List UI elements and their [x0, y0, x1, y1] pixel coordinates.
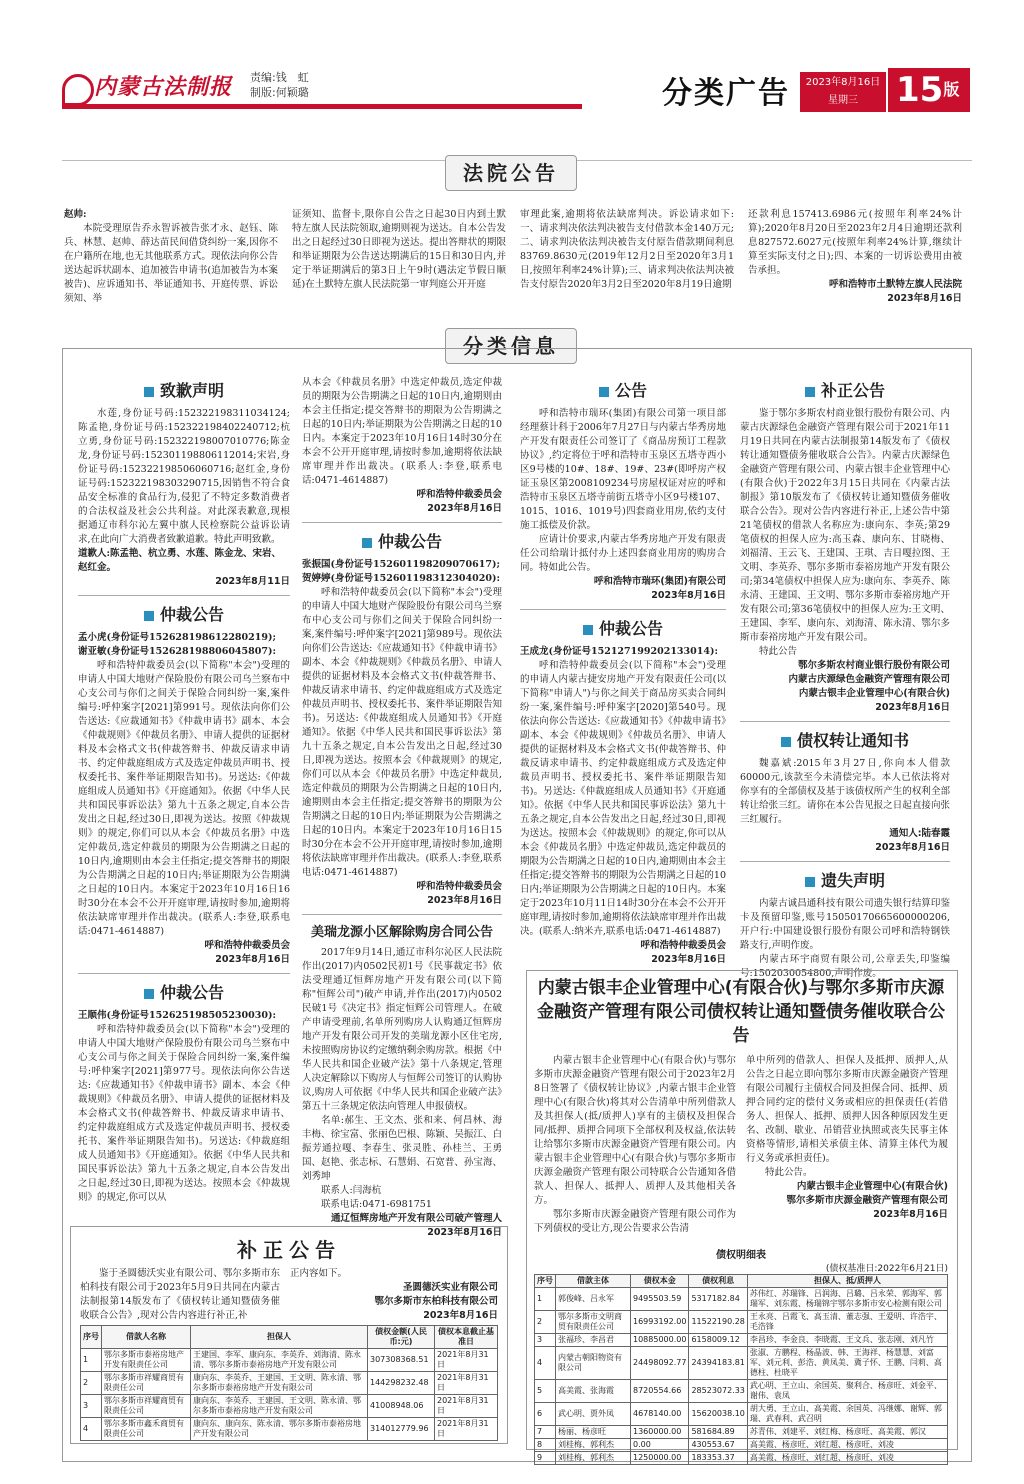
arb3-title: 仲裁公告: [302, 529, 502, 552]
supp2-right: [290, 1267, 498, 1323]
table-cell: 24498092.77: [631, 1347, 689, 1380]
divider: [78, 973, 290, 974]
cancel-org: 通辽恒辉房地产开发有限公司破产管理人: [330, 1213, 502, 1224]
table-cell: 胡大勇、王立山、高美霞、余国英、冯继娜、谢辉、郭瑞、武春利、武召明: [747, 1403, 947, 1426]
supp-body: 鉴于鄂尔多斯农村商业银行股份有限公司、内蒙古庆源绿色金融资产管理有限公司于2021年11月19日共同在内蒙古法制报第14版发布了《债权转让通知暨债务催收联合公告》。内蒙古庆源绿色金融资产管理有限公司、内蒙古银丰企业管理中心(有限合伙)于2022年3月15日共同在《内蒙古法制报》第10版发布了《债权转让通知暨债务催收联合公告》。现对公告内容进行补正,上述公告中第21笔债权的借款人名称应为:康向东、李英;第29笔债权的担保人应为:高玉森、康向东、甘晓梅、刘福清、王云飞、王建国、王琪、吉日嘎拉图、王文明、李英乔、鄂尔多斯市泰裕房地产开发有限公司;第34笔债权中担保人应为:康向东、李英乔、陈永清、王建国、王文明、鄂尔多斯市泰裕房地产开发有限公司;第36笔债权中的担保人应为:王文明、王建国、李军、康向东、刘海清、陈永清、鄂尔多斯市泰裕房地产开发有限公司。: [740, 408, 950, 643]
classified-banner: 分类信息: [445, 328, 577, 364]
table-cell: 4: [81, 1418, 102, 1441]
section-title: 分类广告: [662, 76, 790, 111]
table-cell: 11522190.28: [689, 1311, 747, 1334]
supp2-date: 2023年8月16日: [423, 1310, 498, 1321]
table-cell: 高美霞、杨彦旺、刘红超、杨彦旺、刘凌: [747, 1452, 947, 1465]
supp2-table-header: [81, 1326, 498, 1349]
table-cell: 武心明、贾外凤: [556, 1403, 631, 1426]
joint-left: [534, 1054, 736, 1236]
arb4-org: 呼和浩特仲裁委员会: [640, 940, 726, 951]
table-cell: 张福珍、李昌君: [556, 1334, 631, 1347]
arb1-party: 孟小虎(身份证号152628198612280219);: [78, 632, 276, 643]
table-cell: 鄂尔多斯市泰裕房地产开发有限责任公司: [102, 1349, 191, 1372]
arb1-date: 2023年8月16日: [215, 954, 290, 965]
court-addressee: 赵帅:: [64, 209, 87, 220]
notice-body-2: 应请计价要求,内蒙古华秀房地产开发有限责任公司给瑞计抵付办上述四套商业用房的购房合同。特如此公告。: [520, 534, 726, 573]
classified-col-1: [78, 372, 290, 1205]
table-cell: 康向东、李英乔、王建国、王文明、陈永清、鄂尔多斯市泰裕房地产开发有限公司: [191, 1372, 368, 1395]
court-col-1: [64, 208, 278, 306]
arb1-org: 呼和浩特仲裁委员会: [204, 940, 290, 951]
joint-table-title: 债权明细表: [716, 1250, 766, 1261]
court-col-3: [520, 208, 734, 292]
page-suffix: 版: [943, 80, 960, 99]
table-cell: 9495503.59: [631, 1288, 689, 1311]
page-header: [0, 0, 1024, 120]
table-header: 序号: [81, 1326, 102, 1349]
table-cell: 10885000.00: [631, 1334, 689, 1347]
page-number: 15: [896, 70, 944, 110]
table-header: 借款人名称: [102, 1326, 191, 1349]
table-cell: 16993192.00: [631, 1311, 689, 1334]
debt-date: 2023年8月16日: [875, 842, 950, 853]
table-cell: 杨丽、杨彦旺: [556, 1426, 631, 1439]
divider: [302, 522, 502, 523]
supp-org-2: 内蒙古庆源绿色金融资产管理有限公司: [788, 674, 950, 685]
table-cell: 8720554.66: [631, 1380, 689, 1403]
table-cell: 8: [535, 1439, 556, 1452]
arb4-body: 呼和浩特仲裁委员会(以下简称"本会")受理的申请人内蒙古捷安房地产开发有限责任公司(以下简称"申请人")与你之间关于商品房买卖合同纠纷一案,案件编号:呼仲案字[2020]第540号。现依法向你公告送达:《应裁通知书》《仲裁申请书》副本、本会《仲裁规则》《仲裁员名册》、申请人提供的证据材料及本会格式文书(仲裁答辩书、仲裁反请求申请书、约定仲裁庭组成方式及选定仲裁员声明书、授权委托书、案件举证期限告知书)。另送达:《仲裁庭组成人员通知书》《开庭通知》。依据《中华人民共和国民事诉讼法》第九十五条之规定,自本公告发出之日起,经过30日,即视为送达。按照本会《仲裁规则》的规定,你可以从本会《仲裁员名册》中选定仲裁员,选定仲裁员的期限为公告期满之日起的10日内,逾期则由本会主任指定;提交答辩书的期限为公告期满之日起的10日内;举证期限为公告期满之日起的10日内。本案定于2023年10月11日14时30分在本会不公开开庭审理,请按时参加,逾期将依法缺席审理并作出裁决。(联系人:纳米卉,联系电话:0471-4614887): [520, 660, 726, 937]
table-cell: 1: [81, 1349, 102, 1372]
table-row: [81, 1418, 498, 1441]
court-banner: 法院公告: [445, 155, 577, 191]
arb2-title: 仲裁公告: [78, 980, 290, 1003]
lost-title: 遗失声明: [740, 868, 950, 891]
supp-org-3: 内蒙古银丰企业管理中心(有限合伙): [798, 688, 950, 699]
supp2-body-2: 正内容如下。: [290, 1268, 348, 1279]
arb3-date: 2023年8月16日: [427, 895, 502, 906]
arb1-title: 仲裁公告: [78, 602, 290, 625]
joint-right: [746, 1054, 948, 1236]
arb1-party: 谢亚敏(身份证号152628198806045807):: [78, 646, 276, 657]
arb3-org: 呼和浩特仲裁委员会: [416, 881, 502, 892]
table-cell: 183353.37: [689, 1452, 747, 1465]
supp-title: 补正公告: [740, 378, 950, 401]
table-cell: 李昌珍、李金良、李晓霞、王文兵、张志刚、刘凡竹: [747, 1334, 947, 1347]
arb1-body: 呼和浩特仲裁委员会(以下简称"本会")受理的申请人中国大地财产保险股份有限公司乌兰察布中心支公司与你们之间关于保险合同纠纷一案,案件编号:呼仲案字[2021]第991号。现依法向你们公告送达:《应裁通知书》《仲裁申请书》副本、本会《仲裁规则》《仲裁员名册》、申请人提供的证据材料及本会格式文书(仲裁答辩书、仲裁反请求申请书、约定仲裁庭组成方式及选定仲裁员声明书、授权委托书、案件举证期限告知书)。另送达:《仲裁庭组成人员通知书》《开庭通知》。依据《中华人民共和国民事诉讼法》第九十五条之规定,自本公告发出之日起,经过30日,即视为送达。按照《仲裁规则》的规定,你们可以从本会《仲裁员名册》中选定仲裁员,选定仲裁员的期限为公告期满之日起的10日内,逾期则由本会主任指定;提交答辩书的期限为公告期满之日起的10日内;举证期限为公告期满之日起的10日内。本案定于2023年10月16日16时30分在本会不公开开庭审理,请按时参加,逾期将依法缺席审理并作出裁决。(联系人:李登,联系电话:0471-4614887): [78, 660, 290, 937]
header-rule: [62, 104, 582, 109]
notice-org: 呼和浩特市瑞环(集团)有限公司: [593, 576, 726, 587]
table-cell: 王建国、李军、康向东、李英乔、刘海清、陈永清、鄂尔多斯市泰裕房地产开发有限公司: [191, 1349, 368, 1372]
court-text-1: 本院受理原告乔永智诉被告张才永、赵钰、陈兵、林慧、赵帅、薛达苗民间借贷纠纷一案,因你不在户籍所在地,也无其他联系方式。现依法向你公告送达起诉状副本、追加被告申请书(追加被告为本案被告)、应诉通知书、举证通知书、开庭传票、诉讼须知、举: [64, 223, 278, 304]
editor-credits: [250, 70, 309, 100]
producer-name: 制版:何颖璐: [250, 86, 309, 99]
supp2-org-1: 圣圆德沃实业有限公司: [402, 1282, 498, 1293]
joint-body-2: 鄂尔多斯市庆源金融资产管理有限公司作为下列债权的受让方,现公告要求公告清: [534, 1209, 736, 1234]
table-cell: 武心明、王立山、余国英、聚利合、杨彦旺、刘金平、谢伟、袁凤: [747, 1380, 947, 1403]
debt-body: 魏嘉斌:2015年3月27日,你向本人借款60000元,该款至今未清偿完毕。本人已依法将对你享有的全部债权及基于该债权所产生的权利全部转让给张三红。请你在本公告见报之日起直接向张三红履行。: [740, 758, 950, 825]
cancel-title: 美瑞龙源小区解除购房合同公告: [310, 925, 493, 940]
table-header: 担保人、抵/质押人: [747, 1275, 947, 1288]
square-icon: [144, 989, 154, 999]
supp-date: 2023年8月16日: [875, 702, 950, 713]
table-cell: 2: [535, 1311, 556, 1334]
cancel-body: 2017年9月14日,通辽市科尔沁区人民法院作出(2017)内0502民初1号《民事裁定书》依法受理通辽恒辉房地产开发有限公司(以下简称"恒辉公司")破产申请,并作出(2017)内0502民破1号《决定书》指定恒辉公司管理人。在破产申请受理前,名单所列购房人认购通辽恒辉房地产开发有限公司开发的美瑞龙源小区住宅房,未按照购房协议约定缴纳剩余购房款。根据《中华人民共和国企业破产法》第十八条规定,管理人决定解除以下购房人与恒辉公司签订的认购协议,购房人可依据《中华人民共和国企业破产法》第五十三条规定依法向管理人申报债权。: [302, 947, 502, 1112]
lost-body-2: 内蒙古环宇商贸有限公司,公章丢失,印鉴编号:1502030054800,声明作废。: [740, 954, 950, 979]
classified-col-4: [740, 372, 950, 981]
arb2-cont: 从本会《仲裁员名册》中选定仲裁员,选定仲裁员的期限为公告期满之日起的10日内,逾期则由本会主任指定;提交答辩书的期限为公告期满之日起的10日内;举证期限为公告期满之日起的10日内。本案定于2023年10月16日14时30分在本会不公开开庭审理,请按时参加,逾期将依法缺席审理并作出裁决。(联系人:李登,联系电话:0471-4614887): [302, 377, 502, 486]
table-cell: 3: [535, 1334, 556, 1347]
square-icon: [144, 611, 154, 621]
square-icon: [781, 737, 791, 747]
table-cell: 2021年8月31日: [435, 1418, 498, 1441]
joint-note: 特此公告。: [765, 1167, 813, 1178]
apology-body: 水莲,身份证号码:152322198311034124;陈孟艳,身份证号码:152322198402240712;杭立勇,身份证号码:152322198007010776;陈金龙,身份证号码:152301198806112014;宋岩,身份证号码:152322198506060716;赵红金,身份证号码:152322198303290715,因销售不符合食品安全标准的食品行为,侵犯了不特定多数消费者的合法权益及社会公共利益。对此深表歉意,现根据通辽市科尔沁左翼中旗人民检察院公益诉讼请求,在此向广大消费者致歉道歉。特此声明致歉。: [78, 408, 290, 545]
issue-date: 2023年8月16日: [805, 77, 881, 88]
table-cell: 7: [535, 1426, 556, 1439]
table-cell: 2021年8月31日: [435, 1372, 498, 1395]
table-cell: 2021年8月31日: [435, 1349, 498, 1372]
table-cell: 307308368.51: [368, 1349, 435, 1372]
table-cell: 1360000.00: [631, 1426, 689, 1439]
table-cell: 内蒙古朝阳物资有限公司: [556, 1347, 631, 1380]
table-header: 借款主体: [556, 1275, 631, 1288]
table-row: [535, 1347, 948, 1380]
table-cell: 苏青伟、刘建平、刘红梅、杨彦旺、高美霞、郭汉: [747, 1426, 947, 1439]
table-cell: 15620038.10: [689, 1403, 747, 1426]
cancel-names: 名单:郝生、王文杰、张和来、何昌林、海丰梅、徐宝富、张丽色巴根、陈颖、吴振江、白振芳通拉嘎、李春生、张灵胜、孙桂兰、王勇国、赵艳、张志标、石慧娟、石宽普、孙宝海、刘秀坤: [302, 1115, 502, 1182]
joint-table: [534, 1274, 948, 1465]
arb2-org: 呼和浩特仲裁委员会: [416, 489, 502, 500]
joint-text-row: [534, 1054, 948, 1236]
court-col-2: [292, 208, 506, 292]
joint-title: 内蒙古银丰企业管理中心(有限合伙)与鄂尔多斯市庆源金融资产管理有限公司债权转让通知暨债务催收联合公告: [537, 978, 945, 1046]
square-icon: [144, 387, 154, 397]
supp2-table: [80, 1325, 498, 1441]
court-text-4: 还款利息157413.6986元(按照年利率24%计算);2020年8月20日至2023年2月4日逾期还款利息827572.6027元(按照年利率24%计算,继续计算至实际支付之日);四、本案的一切诉讼费用由被告承担。: [748, 209, 962, 276]
table-cell: 康向东、李英乔、王建国、王文明、陈永清、鄂尔多斯市泰裕房地产开发有限公司: [191, 1395, 368, 1418]
joint-notice: [534, 976, 948, 1465]
table-cell: 4678140.00: [631, 1403, 689, 1426]
apology-date: 2023年8月11日: [215, 576, 290, 587]
date-box: [800, 72, 886, 112]
table-row: [535, 1311, 948, 1334]
table-row: [81, 1372, 498, 1395]
cancel-contact: 联系人:闫海杭: [321, 1185, 382, 1196]
table-cell: 康向东、康向东、陈永清、鄂尔多斯市泰裕房地产开发有限公司: [191, 1418, 368, 1441]
square-icon: [583, 625, 593, 635]
notice-title: 公告: [520, 378, 726, 401]
table-header: 序号: [535, 1275, 556, 1288]
table-row: [535, 1426, 948, 1439]
table-row: [535, 1439, 948, 1452]
debt-title: 债权转让通知书: [740, 728, 950, 751]
page-number-box: [888, 68, 970, 112]
classified-col-3: [520, 372, 726, 967]
joint-date: 2023年8月16日: [873, 1209, 948, 1220]
divider: [740, 861, 950, 862]
table-cell: 144298232.48: [368, 1372, 435, 1395]
court-text-3: 审理此案,逾期将依法缺席判决。诉讼请求如下:一、请求判决依法判决被告支付借款本金140万元;二、请求判决依法判决被告支付原告借款期间利息83769.8630元(2019年12月2日至2020年3月1日,按照年利率24%计算);三、请求判决依法判决被告支付原告2020年3月2日至2020年8月19日逾期: [520, 209, 734, 290]
table-cell: 581684.89: [689, 1426, 747, 1439]
table-cell: 2: [81, 1372, 102, 1395]
table-cell: 28523072.33: [689, 1380, 747, 1403]
newspaper-logo: 内蒙古法制报: [94, 74, 233, 100]
logo-icon: [62, 74, 94, 106]
table-cell: 高美霞、张海霞: [556, 1380, 631, 1403]
court-col-4: [748, 208, 962, 306]
supp2-notice: [80, 1234, 498, 1441]
supp2-title: 补正公告: [237, 1238, 341, 1262]
lost-body-1: 内蒙古诚昌通科技有限公司遗失银行结算印鉴卡及预留印鉴,账号15050170665600000206,开户行:中国建设银行股份有限公司呼和浩特钢铁路支行,声明作废。: [740, 898, 950, 951]
joint-table-base: (债权基准日:2022年6月21日): [825, 1264, 948, 1274]
table-cell: 4: [535, 1347, 556, 1380]
supp2-body: 鉴于圣圆德沃实业有限公司、鄂尔多斯市东柏科技有限公司于2023年5月9日共同在内蒙古法制报第14版发布了《债权转让通知暨债务催收联合公告》,现对公告内容进行补正,补: [80, 1268, 280, 1321]
supp2-table-body: [81, 1349, 498, 1441]
joint-org-2: 鄂尔多斯市庆源金融资产管理有限公司: [786, 1195, 948, 1206]
table-row: [535, 1452, 948, 1465]
arb4-title: 仲裁公告: [520, 616, 726, 639]
arb4-party: 王成龙(身份证号152127199202133014):: [520, 646, 718, 657]
court-date: 2023年8月16日: [887, 293, 962, 304]
arb2-date: 2023年8月16日: [427, 503, 502, 514]
table-row: [535, 1334, 948, 1347]
table-cell: 高美霞、杨彦旺、刘红超、杨彦旺、刘凌: [747, 1439, 947, 1452]
table-row: [81, 1349, 498, 1372]
cancel-phone: 联系电话:0471-6981751: [321, 1199, 432, 1210]
table-cell: 鄂尔多斯市祥耀商贸有限责任公司: [102, 1372, 191, 1395]
joint-body-1: 内蒙古银丰企业管理中心(有限合伙)与鄂尔多斯市庆源金融资产管理有限公司于2023年2月8日签署了《债权转让协议》,内蒙古银丰企业管理中心(有限合伙)将其对公告清单中所列借款人及其担保人(抵/质押人)享有的主债权及担保合同/抵押、质押合同项下全部权利及权益,依法转让给鄂尔多斯市庆源金融资产管理有限公司。内蒙古银丰企业管理中心(有限合伙)与鄂尔多斯市庆源金融资产管理有限公司特联合公告通知各借款人、担保人、抵押人、质押人及其他相关各方。: [534, 1055, 736, 1206]
arb4-date: 2023年8月16日: [651, 954, 726, 965]
table-cell: 0.00: [631, 1439, 689, 1452]
table-cell: 430553.67: [689, 1439, 747, 1452]
table-cell: 1: [535, 1288, 556, 1311]
table-cell: 9: [535, 1452, 556, 1465]
classified-col-2: [302, 376, 502, 1240]
table-cell: 41008948.06: [368, 1395, 435, 1418]
table-cell: 张淑、方鹏程、杨晶波、韩、王海祥、杨慧慧、刘富军、刘元利、彭浩、黄凤美、冀子怀、王鹏、闫莉、高德柱、杜晓平: [747, 1347, 947, 1380]
table-cell: 鄂尔多斯市鑫禾商贸有限责任公司: [102, 1418, 191, 1441]
supp-org-1: 鄂尔多斯农村商业银行股份有限公司: [797, 660, 950, 671]
debt-person: 通知人:陆春霞: [889, 828, 950, 839]
table-row: [81, 1395, 498, 1418]
table-cell: 刘桂梅、郭利杰: [556, 1439, 631, 1452]
table-cell: 5317182.84: [689, 1288, 747, 1311]
table-cell: 24394183.81: [689, 1347, 747, 1380]
issue-weekday: 星期三: [828, 95, 858, 106]
table-cell: 刘桂梅、郭利杰: [556, 1452, 631, 1465]
square-icon: [362, 538, 372, 548]
table-header: 担保人: [191, 1326, 368, 1349]
divider: [78, 595, 290, 596]
square-icon: [805, 387, 815, 397]
table-cell: 6158009.12: [689, 1334, 747, 1347]
table-row: [535, 1288, 948, 1311]
cancel-date: 2023年8月16日: [427, 1227, 502, 1238]
divider: [302, 914, 502, 915]
table-header: 债权利息: [689, 1275, 747, 1288]
table-cell: 2021年8月31日: [435, 1395, 498, 1418]
notice-date: 2023年8月16日: [651, 590, 726, 601]
table-row: [535, 1380, 948, 1403]
arb2-party: 王顺伟(身份证号152625198505230030):: [78, 1010, 276, 1021]
joint-table-body: [535, 1288, 948, 1465]
table-header: 债权本息截止基准日: [435, 1326, 498, 1349]
table-cell: 3: [81, 1395, 102, 1418]
editor-name: 责编:钱 虹: [250, 71, 309, 84]
table-cell: 鄂尔多斯市文明商贸有限责任公司: [556, 1311, 631, 1334]
table-cell: 郭俊峰、吕永军: [556, 1288, 631, 1311]
square-icon: [599, 387, 609, 397]
table-header: 债权本金: [631, 1275, 689, 1288]
arb3-party: 张振国(身份证号152601198209070617);: [302, 559, 500, 570]
joint-table-header: [535, 1275, 948, 1288]
table-cell: 1250000.00: [631, 1452, 689, 1465]
court-name: 呼和浩特市土默特左旗人民法院: [828, 279, 962, 290]
table-cell: 鄂尔多斯市祥耀商贸有限责任公司: [102, 1395, 191, 1418]
arb3-body: 呼和浩特仲裁委员会(以下简称"本会")受理的申请人中国大地财产保险股份有限公司乌兰察布中心支公司与你们之间关于保险合同纠纷一案,案件编号:呼仲案字[2021]第989号。现依法向你们公告送达:《应裁通知书》《仲裁申请书》副本、本会《仲裁规则》《仲裁员名册》、申请人提供的证据材料及本会格式文书(仲裁答辩书、仲裁反请求申请书、约定仲裁庭组成方式及选定仲裁员声明书、授权委托书、案件举证期限告知书)。另送达:《仲裁庭组成人员通知书》《开庭通知》。依据《中华人民共和国民事诉讼法》第九十五条之规定,自本公告发出之日起,经过30日,即视为送达。按照本会《仲裁规则》的规定,你们可以从本会《仲裁员名册》中选定仲裁员,选定仲裁员的期限为公告期满之日起的10日内,逾期则由本会主任指定;提交答辩书的期限为公告期满之日起的10日内;举证期限为公告期满之日起的10日内。本案定于2023年10月16日15时30分在本会不公开开庭审理,请按时参加,逾期将依法缺席审理并作出裁决。(联系人:李登,联系电话:0471-4614887): [302, 587, 502, 878]
table-row: [535, 1403, 948, 1426]
notice-body: 呼和浩特市瑞环(集团)有限公司第一项目部经理蔡计科于2006年7月27日与内蒙古华秀房地产开发有限责任公司签订了《商品房预订工程款协议》,约定将位于呼和浩特市玉泉区五塔寺西小区9号楼的10#、18#、19#、23#(即呼房产权证玉泉区第2008109234号房屋权证对应的呼和浩特市玉泉区五塔寺前街五塔寺小区9号楼107、1015、1016、1019号)四套商业用房,依约支付施工抵偿及价款。: [520, 408, 726, 531]
supp-note: 特此公告: [759, 646, 798, 657]
divider: [740, 721, 950, 722]
table-cell: 314012779.96: [368, 1418, 435, 1441]
table-header: 债权金额(人民币:元): [368, 1326, 435, 1349]
table-cell: 王永亮、吕霞飞、高玉清、董志强、王爱明、许浩宇、毛浩锋: [747, 1311, 947, 1334]
arb2-body: 呼和浩特仲裁委员会(以下简称"本会")受理的申请人中国大地财产保险股份有限公司乌兰察布中心支公司与你之间关于保险合同纠纷一案,案件编号:呼仲案字[2021]第977号。现依法向你公告送达:《应裁通知书》《仲裁申请书》副本、本会《仲裁规则》《仲裁员名册》、申请人提供的证据材料及本会格式文书(仲裁答辩书、仲裁反请求申请书、约定仲裁庭组成方式及选定仲裁员声明书、授权委托书、案件举证期限告知书)。另送达:《仲裁庭组成人员通知书》《开庭通知》。依据《中华人民共和国民事诉讼法》第九十五条之规定,自本公告发出之日起,经过30日,即视为送达。按照本会《仲裁规则》的规定,你可以从: [78, 1024, 290, 1203]
supp2-org-2: 鄂尔多斯市东柏科技有限公司: [374, 1296, 498, 1307]
square-icon: [805, 877, 815, 887]
apology-signers: 道歉人:陈孟艳、杭立勇、水莲、陈金龙、宋岩、赵红金。: [78, 548, 282, 573]
table-cell: 5: [535, 1380, 556, 1403]
divider: [520, 609, 726, 610]
arb3-party: 贺婷婷(身份证号152601198312304020):: [302, 573, 500, 584]
apology-title: 致歉声明: [78, 378, 290, 401]
table-cell: 6: [535, 1403, 556, 1426]
court-text-2: 证须知、监督卡,限你自公告之日起30日内到土默特左旗人民法院领取,逾期则视为送达。自本公告发出之日起经过30日即视为送达。提出答辩状的期限和举证期限为公告送达期满后的15日和30日内,并定于举证期满后的第3日上午9时(遇法定节假日顺延)在土默特左旗人民法院第一审判庭公开开庭: [292, 209, 506, 290]
table-cell: 苏伟红、苏瑞锋、吕润海、吕璐、吕永荣、郭海军、郭瑞军、刘东霞、杨瑞锦宇鄂尔多斯市安心检测有限公司: [747, 1288, 947, 1311]
joint-org-1: 内蒙古银丰企业管理中心(有限合伙): [796, 1181, 948, 1192]
joint-body-3: 单中所列的借款人、担保人及抵押、质押人,从公告之日起立即向鄂尔多斯市庆源金融资产管理有限公司履行主债权合同及担保合同、抵押、质押合同约定的偿付义务或相应的担保责任(若借务人、担保人、抵押、质押人因各种原因发生更名、改制、歇业、吊销营业执照或丧失民事主体资格等情形,请相关承债主体、清算主体代为履行义务或承担责任)。: [746, 1055, 948, 1164]
supp2-text-row: [80, 1267, 498, 1323]
